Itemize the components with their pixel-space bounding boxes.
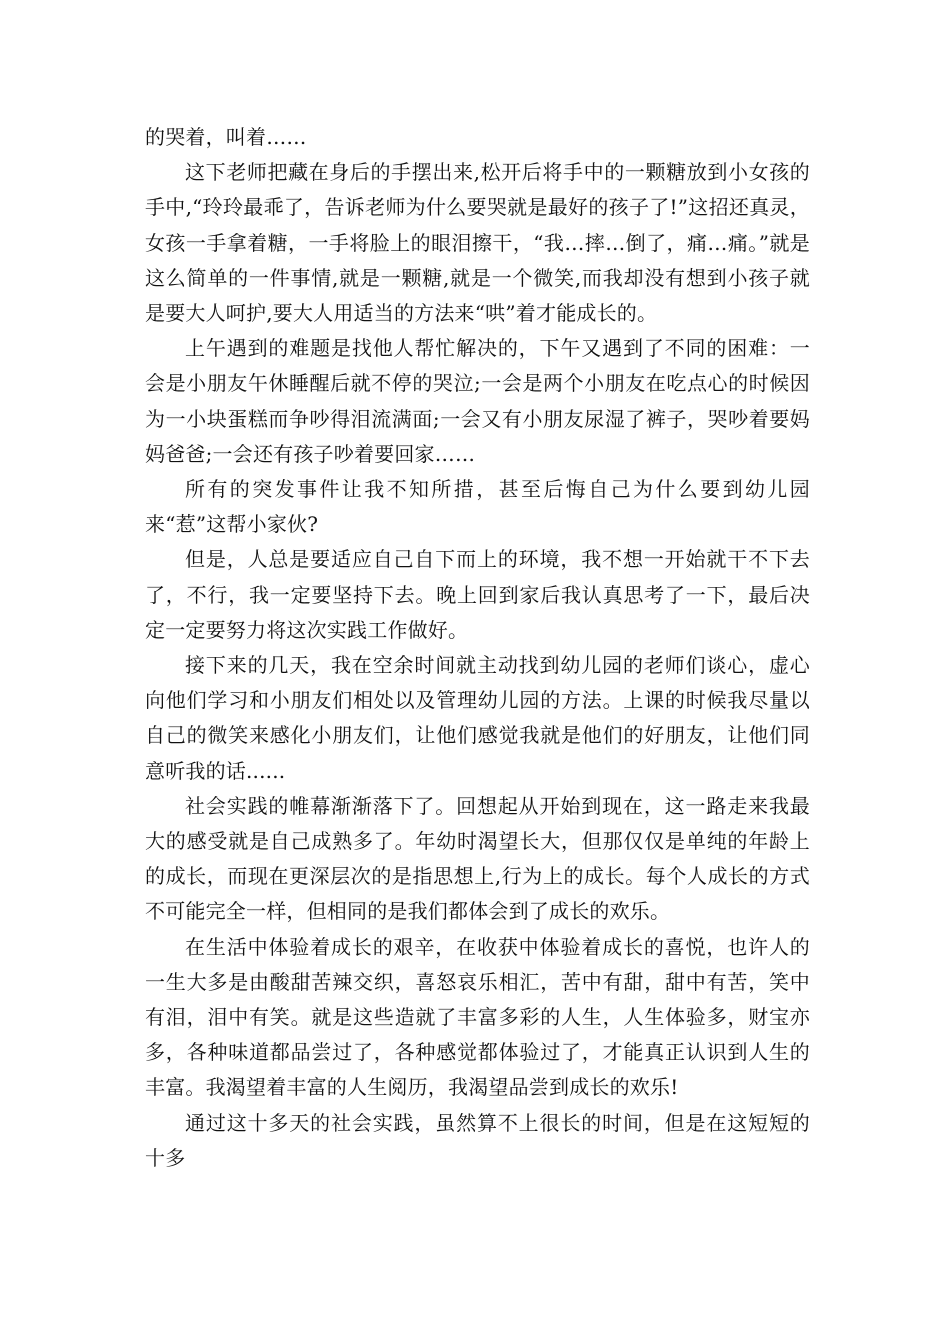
paragraph-9: 通过这十多天的社会实践，虽然算不上很长的时间，但是在这短短的十多 bbox=[145, 1110, 810, 1170]
document-body bbox=[145, 120, 810, 1176]
paragraph-8: 在生活中体验着成长的艰辛，在收获中体验着成长的喜悦，也许人的一生大多是由酸甜苦辣交织，喜怒哀乐相汇，苦中有甜，甜中有苦，笑中有泪，泪中有笑。就是这些造就了丰富多彩的人生，人生体验多，财宝亦多，各种味道都品尝过了，各种感觉都体验过了，才能真正认识到人生的丰富。我渴望着丰富的人生阅历，我渴望品尝到成长的欢乐! bbox=[145, 934, 810, 1100]
paragraph-1: 的哭着，叫着…… bbox=[145, 125, 307, 149]
paragraph-5: 但是，人总是要适应自己自下而上的环境，我不想一开始就干不下去了，不行，我一定要坚持下去。晚上回到家后我认真思考了一下，最后决定一定要努力将这次实践工作做好。 bbox=[145, 547, 810, 642]
paragraph-3: 上午遇到的难题是找他人帮忙解决的，下午又遇到了不同的困难：一会是小朋友午休睡醒后就不停的哭泣;一会是两个小朋友在吃点心的时候因为一小块蛋糕而争吵得泪流满面;一会又有小朋友尿湿了裤子，哭吵着要妈妈爸爸;一会还有孩子吵着要回家…… bbox=[145, 336, 810, 466]
paragraph-6: 接下来的几天，我在空余时间就主动找到幼儿园的老师们谈心，虚心向他们学习和小朋友们相处以及管理幼儿园的方法。上课的时候我尽量以自己的微笑来感化小朋友们，让他们感觉我就是他们的好朋友，让他们同意听我的话...... bbox=[145, 653, 810, 783]
paragraph-4: 所有的突发事件让我不知所措，甚至后悔自己为什么要到幼儿园来“惹”这帮小家伙? bbox=[145, 477, 810, 537]
paragraph-7: 社会实践的帷幕渐渐落下了。回想起从开始到现在，这一路走来我最大的感受就是自己成熟多了。年幼时渴望长大，但那仅仅是单纯的年龄上的成长，而现在更深层次的是指思想上,行为上的成长。每个人成长的方式不可能完全一样，但相同的是我们都体会到了成长的欢乐。 bbox=[145, 793, 810, 924]
paragraph-2: 这下老师把藏在身后的手摆出来,松开后将手中的一颗糖放到小女孩的手中,“玲玲最乖了，告诉老师为什么要哭就是最好的孩子了!”这招还真灵，女孩一手拿着糖，一手将脸上的眼泪擦干，“我…摔…倒了，痛…痛。”就是这么简单的一件事情,就是一颗糖,就是一个微笑,而我却没有想到小孩子就是要大人呵护,要大人用适当的方法来“哄”着才能成长的。 bbox=[145, 160, 810, 326]
